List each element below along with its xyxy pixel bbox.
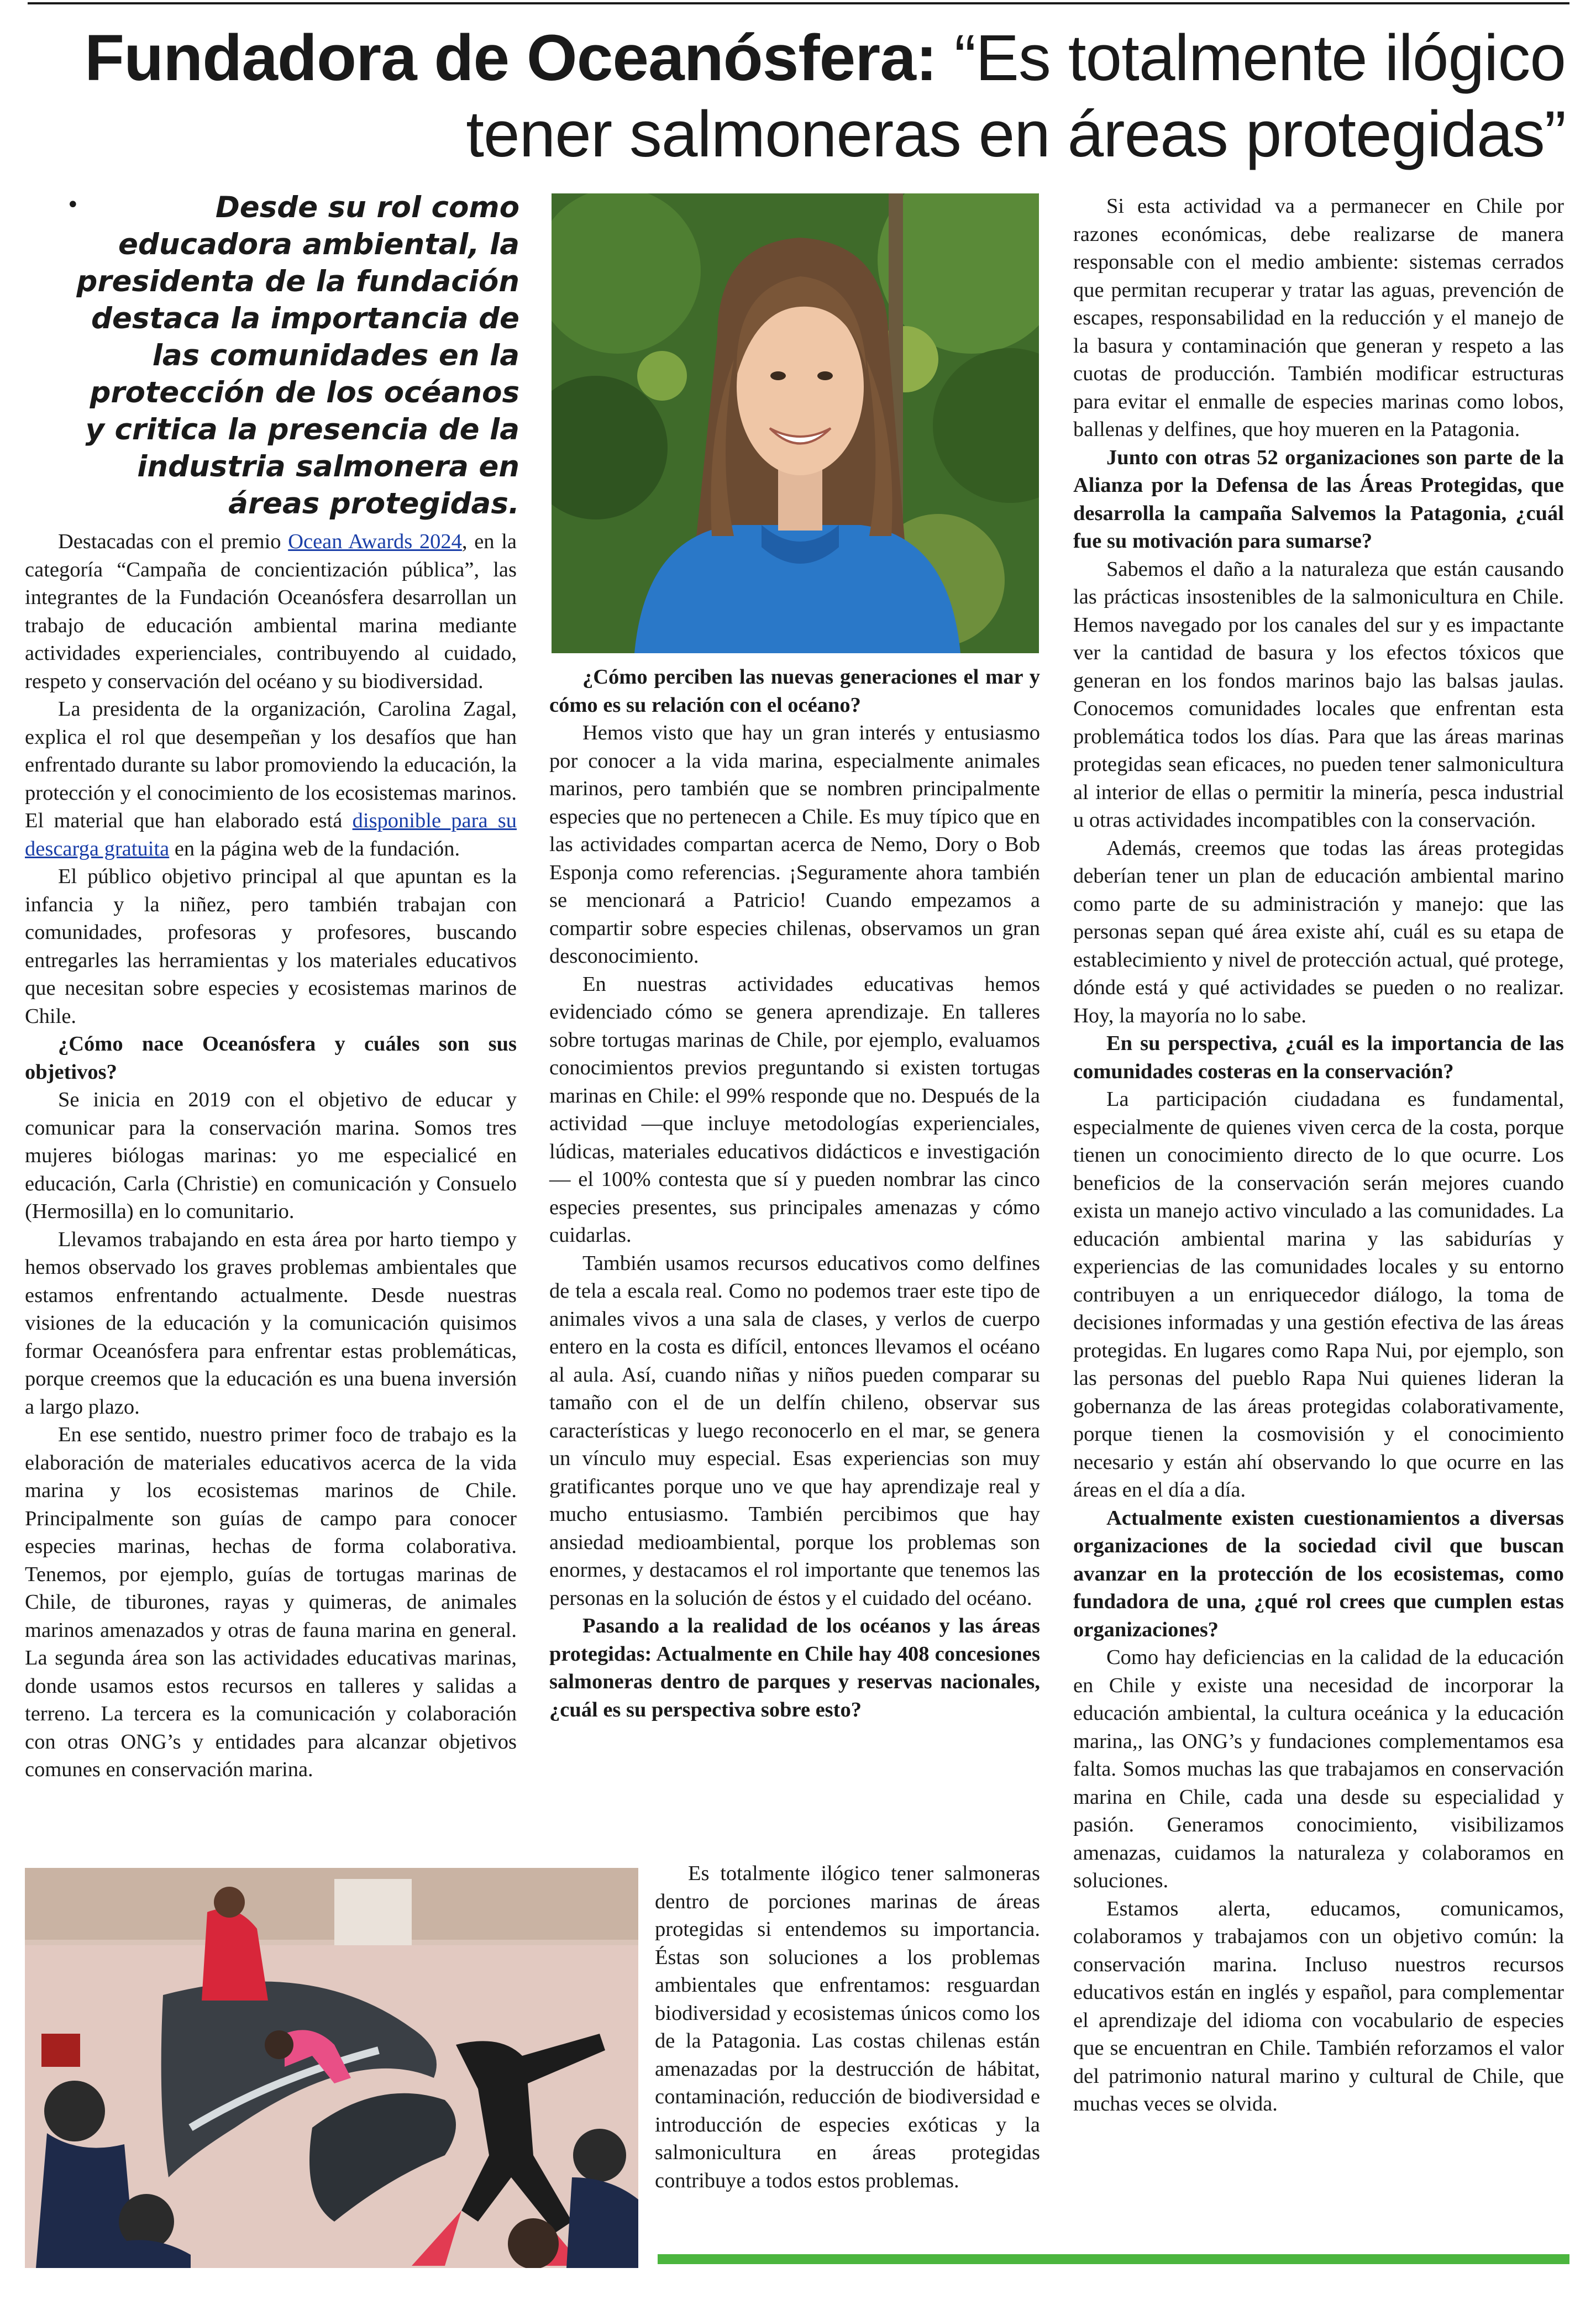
text: Destacadas con el premio bbox=[58, 530, 288, 553]
paragraph: Llevamos trabajando en esta área por harto tiempo y hemos observado los graves problemas ambientales que estamos enfrentando actualmente. Desde nuestras visiones de la educación y la comunicación quisimos formar Oceanósfera para enfrentar estas problemáticas, porque creemos que la educación es una buena inversión a largo plazo. bbox=[25, 1227, 517, 1419]
interview-question: Pasando a la realidad de los océanos y las áreas protegidas: Actualmente en Chile hay 408 concesiones salmoneras dentro de parques y reservas nacionales, ¿cuál es su perspectiva sobre esto? bbox=[549, 1614, 1040, 1721]
column-3 bbox=[1073, 192, 1564, 2118]
interview-question: ¿Cómo nace Oceanósfera y cuáles son sus objetivos? bbox=[25, 1032, 517, 1084]
text: , en la categoría “Campaña de concientización pública”, las integrantes de la Fundación Oceanósfera desarrollan un trabajo de educación ambiental marina mediante actividades experienciales, contribuyendo al cuidado, respeto y conservación del océano y su biodiversidad. bbox=[25, 530, 517, 693]
lead-bullet: • bbox=[66, 192, 80, 218]
text: en la página web de la fundación. bbox=[169, 837, 460, 860]
column-1 bbox=[25, 528, 517, 1784]
paragraph: Se inicia en 2019 con el objetivo de educar y comunicar para la conservación marina. Somos tres mujeres biólogas marinas: yo me especialicé en educación, Carla (Christie) en comunicación y Consuelo (Hermosilla) en lo comunitario. bbox=[25, 1088, 517, 1223]
headline bbox=[24, 20, 1566, 172]
ocean-awards-link[interactable]: Ocean Awards 2024 bbox=[288, 530, 462, 553]
paragraph: En ese sentido, nuestro primer foco de trabajo es la elaboración de materiales educativos acerca de la vida marina y los ecosistemas marinos de Chile. Principalmente son guías de campo para conocer especies marinas, hechas de forma colaborativa. Tenemos, por ejemplo, guías de tortugas marinas de Chile, de tiburones, rayas y quimeras, de animales marinos amenazados y otras de fauna marina en general. La segunda área son las actividades educativas marinas, donde usamos estos recursos en talleres y salidas a terreno. La tercera es la comunicación y colaboración con otras ONG’s y entidades para alcanzar objetivos comunes en conservación marina. bbox=[25, 1423, 517, 1781]
paragraph bbox=[25, 695, 517, 863]
portrait-photo bbox=[552, 193, 1039, 653]
interview-question: ¿Cómo perciben las nuevas generaciones el mar y cómo es su relación con el océano? bbox=[549, 665, 1040, 717]
paragraph: Como hay deficiencias en la calidad de la educación en Chile y existe una necesidad de incorporar la educación ambiental, la cultura oceánica y la educación marina,, las ONG’s y fundaciones complementamos esa falta. Somos muchas las que trabajamos en conservación marina en Chile, cada una desde su especialidad y pasión. Generamos conocimiento, visibilizamos amenazas, cuidamos la naturaleza y colaboramos en soluciones. bbox=[1073, 1646, 1564, 1892]
column-2-continued bbox=[655, 1860, 1040, 2194]
top-rule bbox=[28, 2, 1569, 4]
paragraph: Además, creemos que todas las áreas protegidas deberían tener un plan de educación ambiental marino como parte de su administración y manejo: que las personas sepan qué área existe ahí, cuál es su etapa de establecimiento y nivel de protección actual, qué protege, dónde está y qué actividades se pueden o no realizar. Hoy, la mayoría no lo sabe. bbox=[1073, 836, 1564, 1027]
headline-bold: Fundadora de Oceanósfera: bbox=[84, 22, 937, 95]
download-link[interactable]: disponible para su descarga gratuita bbox=[25, 809, 517, 860]
paragraph: También usamos recursos educativos como delfines de tela a escala real. Como no podemos traer este tipo de animales vivos a una sala de clases, y verlos de cuerpo entero en la costa es difícil, entonces llevamos el océano al aula. Así, cuando niñas y niños pueden comparar su tamaño con el de un delfín chileno, observar sus características y luego reconocerlo en el mar, se genera un vínculo muy especial. Esas experiencias son muy gratificantes porque uno ve que hay aprendizaje real y mucho entusiasmo. También percibimos que hay ansiedad medioambiental, porque los problemas son enormes, y destacamos el rol importante que tenemos las personas en la solución de éstos y el cuidado del océano. bbox=[549, 1251, 1040, 1610]
interview-question: Actualmente existen cuestionamientos a diversas organizaciones de la sociedad civil que buscan avanzar en la protección de los ecosistemas, como fundadora de una, ¿qué rol crees que cumplen estas organizaciones? bbox=[1073, 1506, 1564, 1641]
paragraph: Es totalmente ilógico tener salmoneras dentro de porciones marinas de áreas protegidas si entendemos su importancia. Éstas son soluciones a los problemas ambientales que enfrentamos: resguardan biodiversidad y ecosistemas únicos como los de la Patagonia. Las costas chilenas están amenazadas por la destrucción de hábitat, contaminación, reducción de biodiversidad e introducción de especies exóticas y la salmonicultura en áreas protegidas contribuye a todos estos problemas. bbox=[655, 1862, 1040, 2192]
paragraph: Sabemos el daño a la naturaleza que están causando las prácticas insostenibles de la salmonicultura en Chile. Hemos navegado por los canales del sur y es impactante ver la cantidad de basura y los efectos tóxicos que generan en los fondos marinos bajo las balsas jaulas. Conocemos comunidades locales que enfrentan esta problemática todos los días. Para que las áreas marinas protegidas sean eficaces, no pueden tener salmonicultura al interior de ellas o permitir la minería, pesca industrial u otras actividades incompatibles con la conservación. bbox=[1073, 557, 1564, 832]
paragraph: Hemos visto que hay un gran interés y entusiasmo por conocer a la vida marina, especialmente animales marinos, pero también que se nombren principalmente especies que no pertenecen a Chile. Es muy típico que en las actividades compartan acerca de Nemo, Dory o Bob Esponja como referencias. ¡Seguramente ahora también se mencionará a Patricio! Cuando empezamos a compartir sobre especies chilenas, observamos un gran desconocimiento. bbox=[549, 721, 1040, 968]
paragraph: Si esta actividad va a permanecer en Chile por razones económicas, debe realizarse de manera responsable con el medio ambiente: sistemas cerrados que permitan recuperar y tratar las aguas, prevención de escapes, responsabilidad en la reducción y el manejo de la basura y contaminación que generan y respeto a las cuotas de producción. También modificar estructuras para evitar el enmalle de especies marinas como lobos, ballenas y delfines, que hoy mueren en la Patagonia. bbox=[1073, 195, 1564, 441]
footer-accent-rule bbox=[658, 2254, 1569, 2264]
paragraph: La participación ciudadana es fundamental, especialmente de quienes viven cerca de la costa, porque tienen un conocimiento directo de lo que ocurre. Los beneficios de la conservación serán mejores cuando exista un manejo activo vinculado a las comunidades. La educación ambiental marina y las sabidurías y experiencias de las comunidades locales y su entorno contribuyen a un enriquecedor diálogo, la toma de decisiones informadas y una gestión efectiva de las áreas protegidas. En lugares como Rapa Nui, por ejemplo, son las personas del pueblo Rapa Nui quienes lideran la gobernanza de las áreas protegidas colaborativamente, porque tienen la cosmovisión y el conocimiento necesario y están ahí observando lo que ocurre en las áreas en el día a día. bbox=[1073, 1088, 1564, 1502]
column-2 bbox=[549, 663, 1040, 1724]
text: La presidenta de la organización, Carolina Zagal, explica el rol que desempeñan y los desafíos que han enfrentado durante su labor promoviendo la educación, la protección y el conocimiento de los ecosistemas marinos. El material que han elaborado está bbox=[25, 697, 517, 832]
interview-question: Junto con otras 52 organizaciones son parte de la Alianza por la Defensa de las Áreas Protegidas, que desarrolla la campaña Salvemos la Patagonia, ¿cuál fue su motivación para sumarse? bbox=[1073, 445, 1564, 553]
interview-question: En su perspectiva, ¿cuál es la importancia de las comunidades costeras en la conservación? bbox=[1073, 1032, 1564, 1083]
paragraph: Estamos alerta, educamos, comunicamos, colaboramos y trabajamos con un objetivo común: la conservación marina. Incluso nuestros recursos educativos están en inglés y español, para complementar el aprendizaje del idioma con vocabulario de especies que se encuentran en Chile. También reforzamos el valor del patrimonio natural marino y cultural de Chile, que muchas veces se olvida. bbox=[1073, 1897, 1564, 2115]
headline-quote: “Es totalmente ilógico tener salmoneras en áreas protegidas” bbox=[466, 22, 1566, 171]
paragraph: En nuestras actividades educativas hemos evidenciado cómo se genera aprendizaje. En talleres sobre tortugas marinas de Chile, por ejemplo, evaluamos conocimientos previos preguntando si existen tortugas marinas en Chile: el 99% responde que no. Después de la actividad —que incluye metodologías experienciales, lúdicas, materiales educativos didácticos e investigación— el 100% contesta que sí y pueden nombrar las cinco especies presentes, sus principales amenazas y cómo cuidarlas. bbox=[549, 972, 1040, 1247]
classroom-photo bbox=[25, 1868, 638, 2268]
paragraph bbox=[25, 528, 517, 695]
lead-summary: Desde su rol como educadora ambiental, la presidenta de la fundación destaca la importancia de las comunidades en la protección de los océanos y critica la presencia de la industria salmonera en áreas protegidas. bbox=[76, 191, 519, 521]
paragraph: El público objetivo principal al que apuntan es la infancia y la niñez, pero también trabajan con comunidades, profesoras y profesores, buscando entregarles las herramientas y los materiales educativos que necesitan sobre especies y ecosistemas marinos de Chile. bbox=[25, 865, 517, 1028]
